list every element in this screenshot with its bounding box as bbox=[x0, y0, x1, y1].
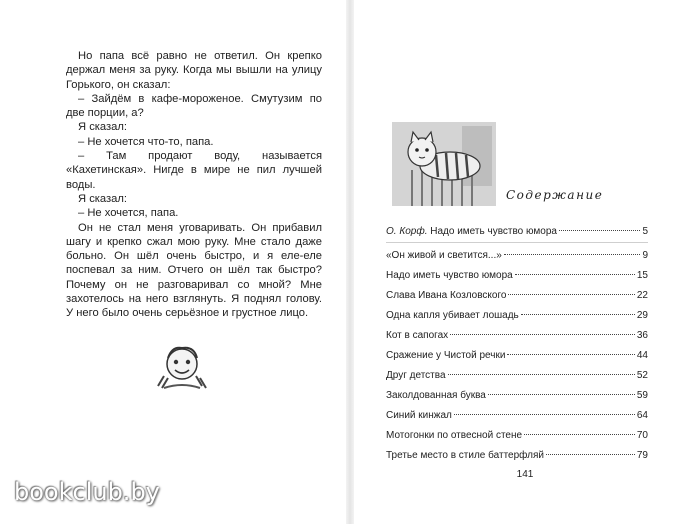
toc-heading: Содержание bbox=[506, 188, 604, 202]
toc-entry bbox=[386, 366, 648, 386]
paragraph: – Не хочется что-то, папа. bbox=[78, 135, 214, 148]
toc-leader bbox=[504, 254, 641, 255]
toc-leader bbox=[488, 394, 635, 395]
watermark: bookclub.by bbox=[14, 478, 160, 506]
toc-page-number: 52 bbox=[636, 370, 648, 381]
toc-page-number: 70 bbox=[636, 430, 648, 441]
paragraph: Он не стал меня уговаривать. Он прибавил шагу и крепко сжал мою руку. Мне стало даже больно. Он шёл очень быстро, и я еле-еле поспевал за ним. Отчего он шёл так быстро? Почему он не разговаривал со мной? Мне захотелось на него взглянуть. Я поднял голову. У него было очень серьёзное и грустное лицо. bbox=[66, 221, 322, 320]
toc-entry bbox=[386, 326, 648, 346]
toc-author: О. Корф. bbox=[386, 226, 428, 237]
toc-leader bbox=[515, 274, 635, 275]
toc-entry bbox=[386, 426, 648, 446]
boy-illustration bbox=[150, 338, 214, 394]
book-gutter bbox=[346, 0, 354, 524]
toc-page-number: 15 bbox=[636, 270, 648, 281]
toc-title: Одна капля убивает лошадь bbox=[386, 310, 519, 321]
toc-title: Третье место в стиле баттерфляй bbox=[386, 450, 544, 461]
story-text bbox=[66, 49, 322, 321]
toc-divider bbox=[386, 242, 648, 243]
toc-leader bbox=[559, 230, 640, 231]
toc-page-number: 5 bbox=[642, 226, 648, 237]
toc-title: Синий кинжал bbox=[386, 410, 452, 421]
toc-title: Кот в сапогах bbox=[386, 330, 449, 341]
toc-page-number: 64 bbox=[636, 410, 648, 421]
toc-entry bbox=[386, 246, 648, 266]
toc-entry bbox=[386, 306, 648, 326]
paragraph: – Не хочется, папа. bbox=[78, 207, 179, 220]
toc-title: Слава Ивана Козловского bbox=[386, 290, 507, 301]
cat-illustration bbox=[392, 122, 496, 206]
toc-page-number: 22 bbox=[636, 290, 648, 301]
toc-entry bbox=[386, 346, 648, 366]
toc-title: Надо иметь чувство юмора bbox=[427, 226, 557, 237]
paragraph: Я сказал: bbox=[78, 192, 128, 205]
toc-leader bbox=[508, 294, 634, 295]
toc-entry bbox=[386, 406, 648, 426]
paragraph: Я сказал: bbox=[78, 121, 128, 134]
toc-leader bbox=[507, 354, 634, 355]
toc-page-number: 29 bbox=[636, 310, 648, 321]
toc-title: Надо иметь чувство юмора bbox=[386, 270, 513, 281]
toc-title: Мотогонки по отвесной стене bbox=[386, 430, 523, 441]
toc-leader bbox=[546, 454, 635, 455]
paragraph: – Зайдём в кафе-мороженое. Смутузим по две порции, а? bbox=[66, 92, 322, 120]
toc-title: Друг детства bbox=[386, 370, 446, 381]
toc-entry bbox=[386, 386, 648, 406]
toc-page-number: 59 bbox=[636, 390, 648, 401]
toc-page-number: 79 bbox=[636, 450, 648, 461]
table-of-contents bbox=[386, 222, 648, 466]
toc-page-number: 36 bbox=[636, 330, 648, 341]
toc-entry bbox=[386, 222, 648, 242]
toc-page-number: 9 bbox=[642, 250, 648, 261]
toc-leader bbox=[448, 374, 635, 375]
toc-leader bbox=[521, 314, 635, 315]
paragraph: Но папа всё равно не ответил. Он крепко держал меня за руку. Когда мы вышли на улицу Горького, он сказал: bbox=[66, 50, 322, 91]
toc-leader bbox=[524, 434, 635, 435]
toc-title: «Он живой и светится...» bbox=[386, 250, 502, 261]
page-number: 141 bbox=[516, 469, 534, 480]
toc-entry bbox=[386, 446, 648, 466]
paragraph: – Там продают воду, называется «Кахетинская». Нигде в мире не пил лучшей воды. bbox=[66, 150, 322, 191]
toc-page-number: 44 bbox=[636, 350, 648, 361]
toc-entry bbox=[386, 266, 648, 286]
toc-leader bbox=[454, 414, 635, 415]
toc-title: Сражение у Чистой речки bbox=[386, 350, 506, 361]
toc-leader bbox=[450, 334, 635, 335]
toc-entry bbox=[386, 286, 648, 306]
toc-title: Заколдованная буква bbox=[386, 390, 486, 401]
